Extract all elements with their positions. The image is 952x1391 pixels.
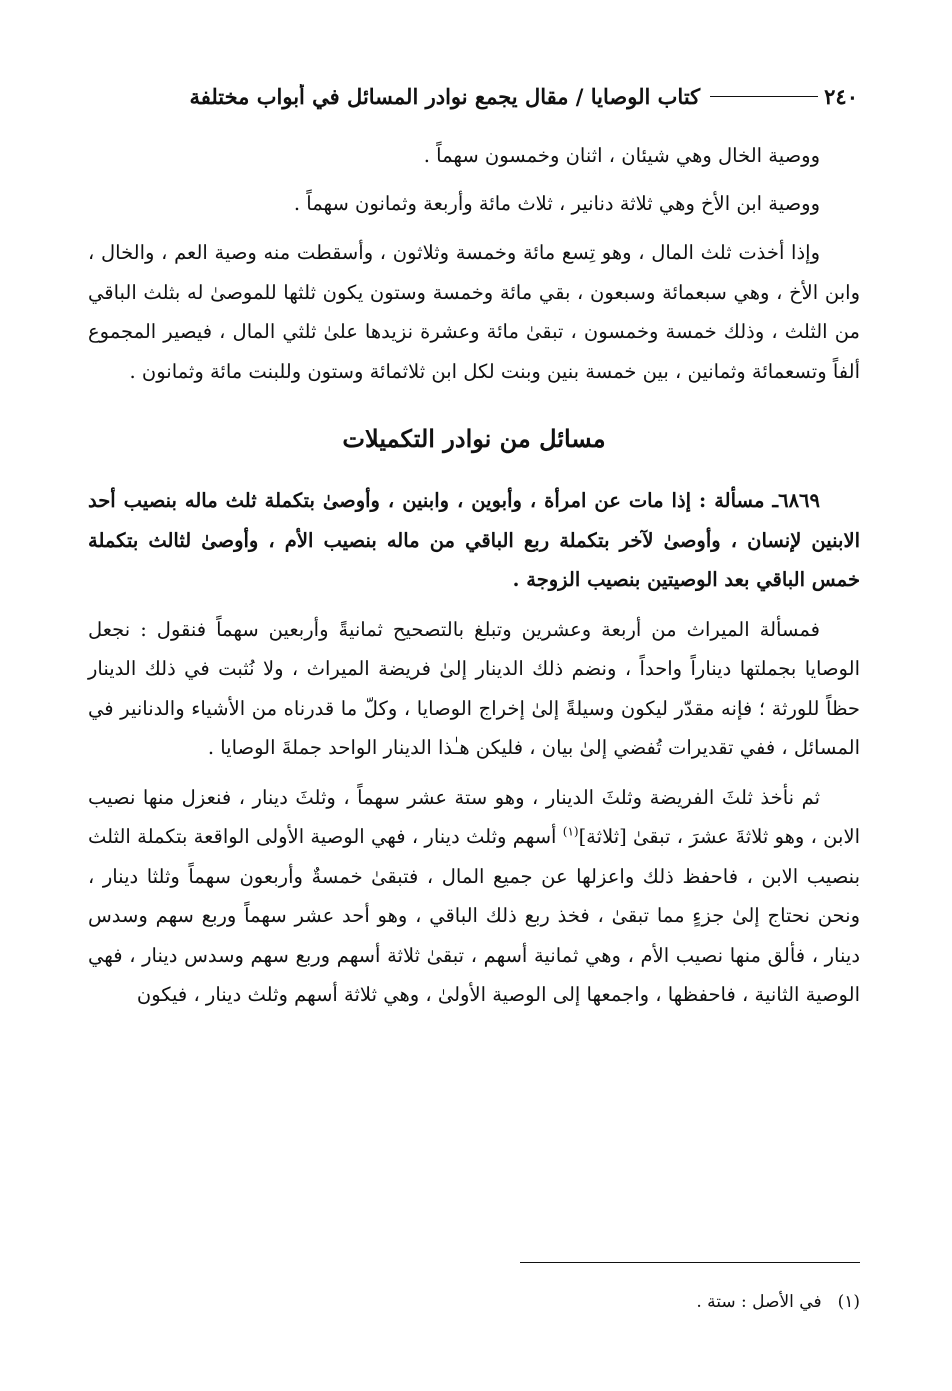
- page-number: ٢٤٠: [824, 84, 858, 109]
- page-header: [88, 84, 858, 120]
- question-label: مسألة :: [699, 489, 765, 512]
- footnote-separator: [520, 1262, 860, 1263]
- header-rule: [710, 96, 818, 97]
- paragraph-khal-bequest: ووصية الخال وهي شيئان ، اثنان وخمسون سهماً .: [423, 144, 820, 167]
- question-text: إذا مات عن امرأة ، وأبوين ، وابنين ، وأوصىٰ بتكملة ثلث ماله بنصيب أحد الابنين لإنسان ، وأوصىٰ لآخر بتكملة ربع الباقي من ماله بنصيب الأم ، وأوصىٰ لثالث بتكملة خمس الباقي بعد الوصيتين بنصيب الزوجة .: [88, 489, 860, 591]
- answer-text-before-ref: ثم نأخذ ثلثَ الفريضة وثلثَ الدينار ، وهو ستة عشر سهماً ، وثلثَ دينار ، فنعزل منها نصيب الابن ، وهو ثلاثةَ عشرَ ، تبقىٰ [ثلاثة]: [88, 785, 860, 848]
- answer-paragraph-1: فمسألة الميراث من أربعة وعشرين وتبلغ بالتصحيح ثمانيةً وأربعين سهماً فنقول : نجعل الوصايا بجملتها ديناراً واحداً ، ونضم ذلك الدينار إلىٰ فريضة الميراث ، ولا نُثبت في ذلك الدينار حظاً للورثة ؛ فإنه مقدّر ليكون وسيلةً إلىٰ إخراج الوصايا ، وكلّ ما قدرناه من الأشياء والدنانير في المسائل ، ففي تقديرات تُفضي إلىٰ بيان ، فليكن هـٰذا الدينار الواحد جملةَ الوصايا .: [88, 617, 860, 759]
- footnote-text: في الأصل : ستة .: [696, 1292, 822, 1312]
- body-text: [88, 136, 860, 1015]
- paragraph-nephew-bequest: ووصية ابن الأخ وهي ثلاثة دنانير ، ثلاث مائة وأربعة وثمانون سهماً .: [293, 191, 820, 215]
- footnote-reference: (١): [562, 824, 579, 839]
- question-paragraph: [88, 481, 860, 600]
- answer-paragraph-2: [88, 778, 860, 1015]
- footnote: [88, 1288, 860, 1316]
- answer-text-after-ref: أسهم وثلث دينار ، فهي الوصية الأولى الواقعة بتكملة الثلث بنصيب الابن ، فاحفظ ذلك واعزلها عن جميع المال ، فتبقىٰ خمسةٌ وأربعون سهماً وثلثا دينار ، ونحن نحتاج إلىٰ جزءٍ مما تبقىٰ ، فخذ ربع ذلك الباقي ، وهو أحد عشر سهماً وربع سهم وسدس دينار ، فألق منها نصيب الأم ، وهي ثمانية أسهم ، تبقىٰ ثلاثة أسهم وربع سهم وسدس دينار ، فهي الوصية الثانية ، فاحفظها ، واجمعها إلى الوصية الأولىٰ ، وهي ثلاثة أسهم وثلث دينار ، فيكون: [88, 825, 860, 1006]
- running-title: كتاب الوصايا / مقال يجمع نوادر المسائل في أبواب مختلفة: [189, 84, 701, 109]
- footnote-number: (١): [837, 1292, 860, 1312]
- paragraph-third-calculation: وإذا أخذت ثلث المال ، وهو تِسع مائة وخمسة وثلاثون ، وأسقطت منه وصية العم ، والخال ، وابن الأخ ، وهي سبعمائة وسبعون ، بقي مائة وخمسة وستون يكون ثلثها للموصىٰ له بثلث الباقي من الثلث ، وذلك خمسة وخمسون ، تبقىٰ مائة وعشرة نزيدها علىٰ ثلثي المال ، فيصير المجموع ألفاً وتسعمائة وثمانين ، بين خمسة بنين وبنت لكل ابن ثلاثمائة وستون وللبنت مائة وثمانون .: [88, 241, 860, 383]
- section-heading: مسائل من نوادر التكميلات: [342, 424, 606, 453]
- question-number: ٦٨٦٩ـ: [772, 489, 821, 512]
